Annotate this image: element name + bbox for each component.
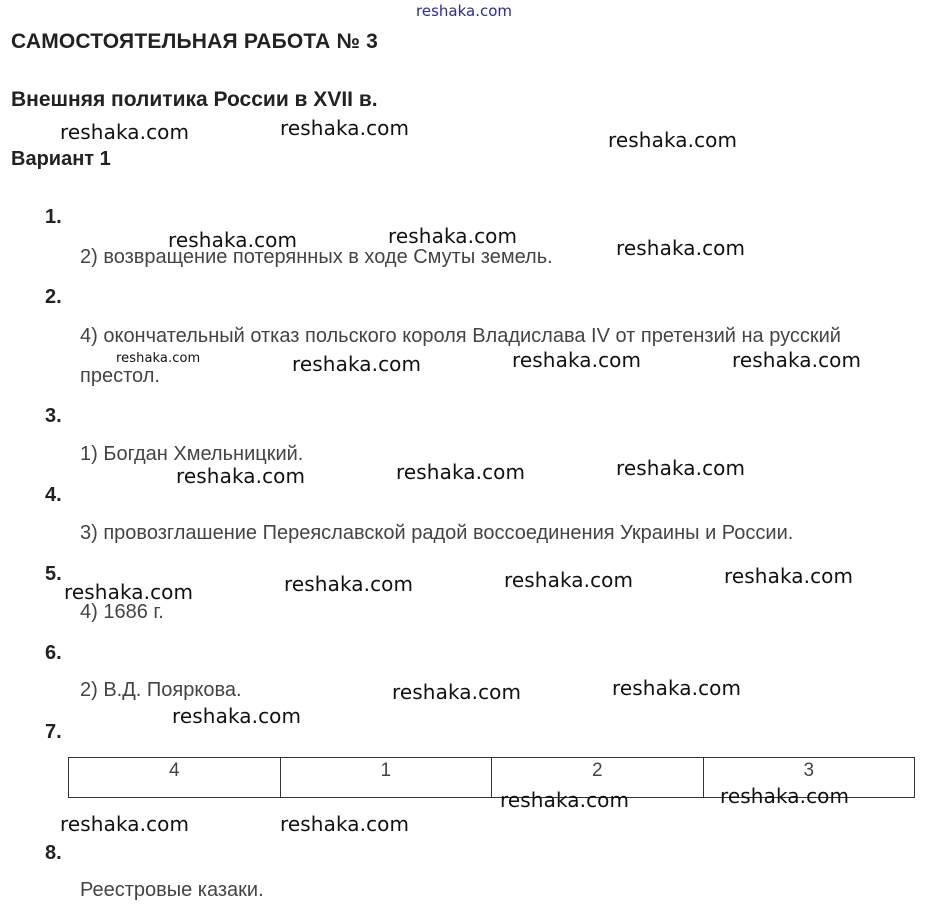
watermark: reshaka.com	[292, 352, 422, 376]
site-header-link[interactable]: reshaka.com	[416, 2, 512, 20]
watermark: reshaka.com	[720, 784, 850, 808]
watermark: reshaka.com	[60, 120, 190, 144]
watermark: reshaka.com	[280, 116, 410, 140]
watermark: reshaka.com	[608, 128, 738, 152]
watermark: reshaka.com	[176, 464, 306, 488]
watermark: reshaka.com	[64, 580, 194, 604]
question-number: 7.	[45, 721, 62, 743]
question-number: 3.	[45, 405, 62, 427]
watermark: reshaka.com	[60, 812, 190, 836]
watermark: reshaka.com	[732, 348, 862, 372]
watermark: reshaka.com	[168, 228, 298, 252]
question-number: 1.	[45, 206, 62, 228]
watermark: reshaka.com	[500, 788, 630, 812]
variant-label: Вариант 1	[11, 148, 111, 170]
table-cell: 1	[280, 758, 492, 798]
answer-text: 3) провозглашение Переяславской радой воссоединения Украины и России.	[80, 522, 794, 544]
topic-subtitle: Внешняя политика России в XVII в.	[11, 88, 378, 111]
question-number: 6.	[45, 642, 62, 664]
answer-text: 4) окончательный отказ польского короля Владислава IV от претензий на русский престол.	[80, 325, 841, 387]
watermark: reshaka.com	[388, 224, 518, 248]
table-cell: 2	[492, 758, 704, 798]
question-number: 8.	[45, 842, 62, 864]
answer-text: 4) 1686 г.	[80, 601, 164, 623]
table-cell: 4	[69, 758, 281, 798]
watermark: reshaka.com	[116, 351, 201, 366]
watermark: reshaka.com	[616, 456, 746, 480]
question-number: 5.	[45, 563, 62, 585]
question-number: 2.	[45, 286, 62, 308]
question-number: 4.	[45, 484, 62, 506]
answer-text: 2) возвращение потерянных в ходе Смуты земель.	[80, 246, 553, 268]
answer-text: 2) В.Д. Пояркова.	[80, 679, 242, 701]
watermark: reshaka.com	[172, 704, 302, 728]
watermark: reshaka.com	[280, 812, 410, 836]
table-cell: 3	[703, 758, 915, 798]
watermark: reshaka.com	[396, 460, 526, 484]
watermark: reshaka.com	[616, 236, 746, 260]
watermark: reshaka.com	[612, 676, 742, 700]
watermark: reshaka.com	[284, 572, 414, 596]
watermark: reshaka.com	[504, 568, 634, 592]
answer-text: Реестровые казаки.	[80, 879, 264, 901]
watermark: reshaka.com	[512, 348, 642, 372]
page-title: САМОСТОЯТЕЛЬНАЯ РАБОТА № 3	[11, 30, 379, 53]
answer-text: 1) Богдан Хмельницкий.	[80, 443, 304, 465]
watermark: reshaka.com	[392, 680, 522, 704]
watermark: reshaka.com	[724, 564, 854, 588]
